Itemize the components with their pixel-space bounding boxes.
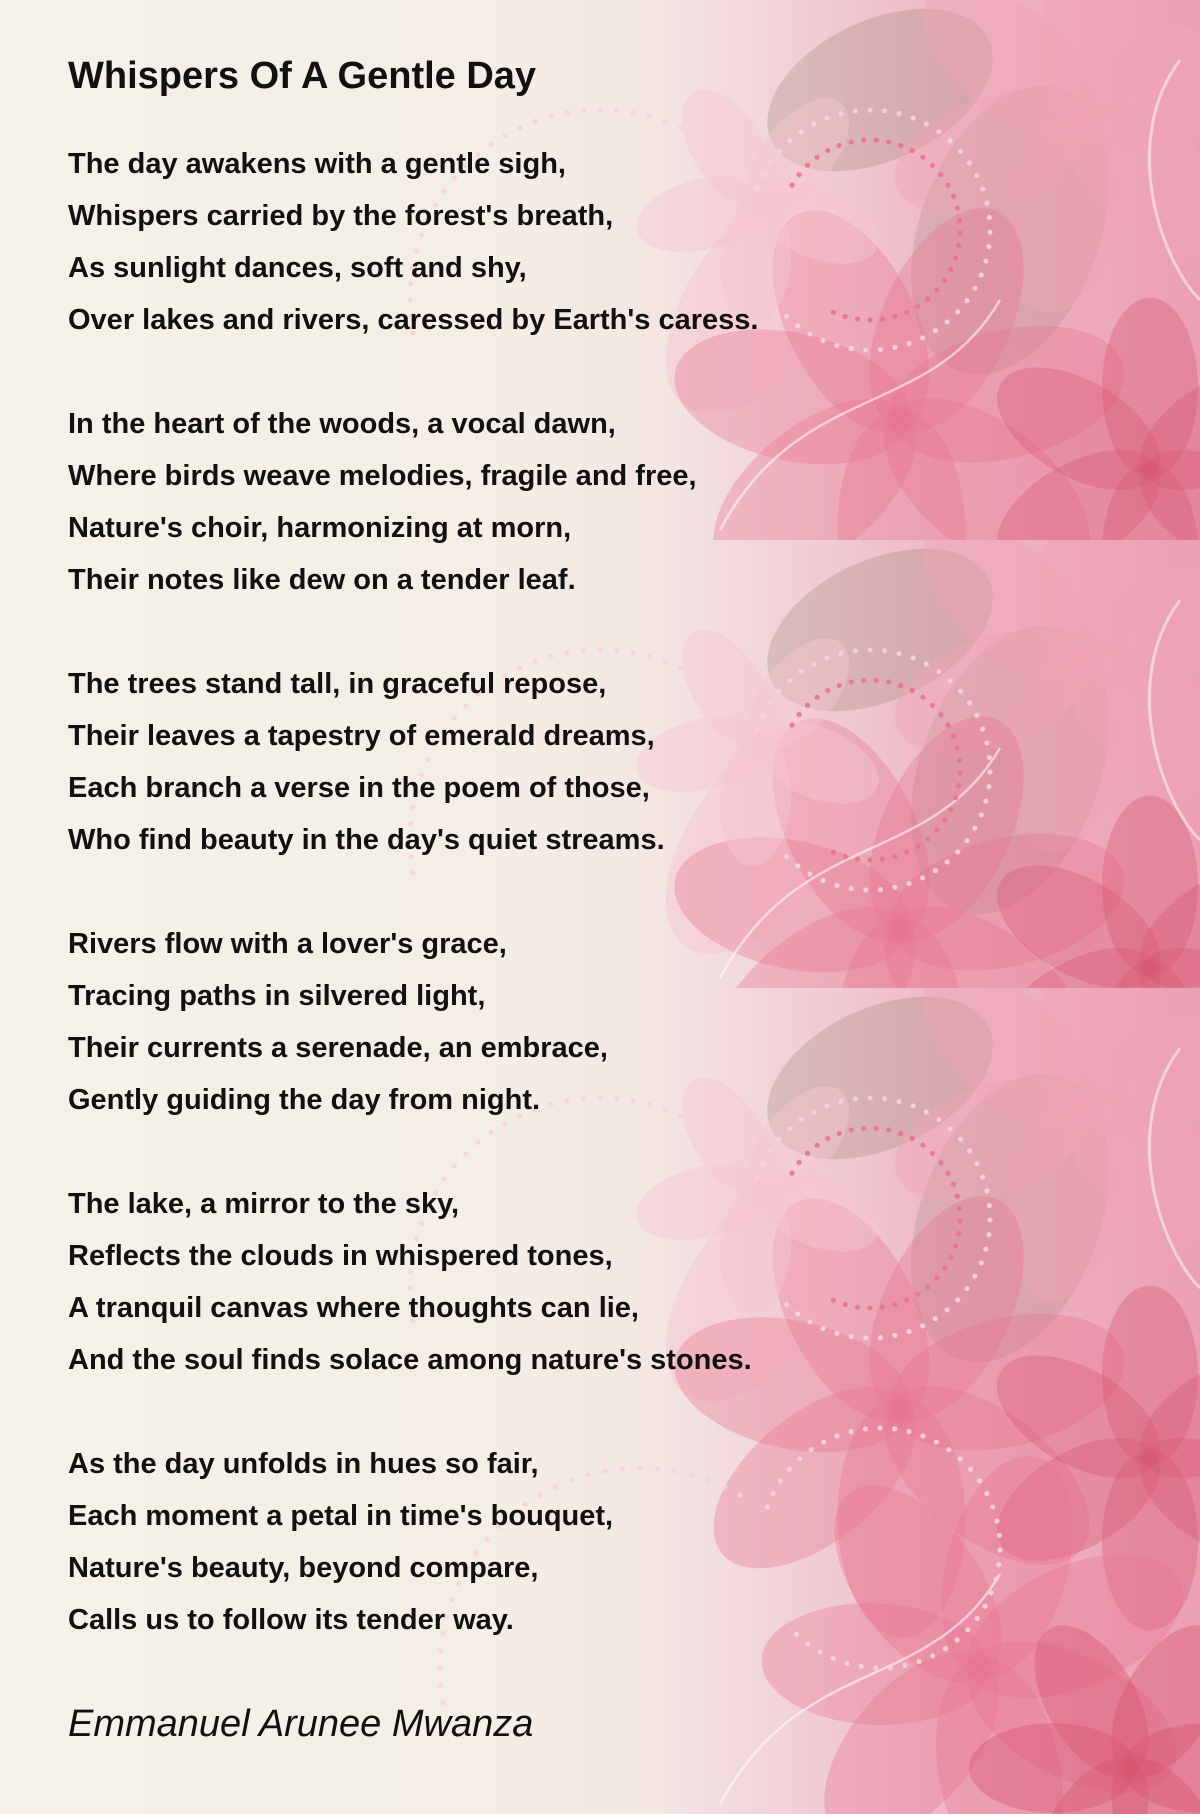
poem-line: Their currents a serenade, an embrace, (68, 1032, 608, 1064)
poem-line: Whispers carried by the forest's breath, (68, 200, 614, 232)
stanza (68, 918, 968, 1126)
poem-line: A tranquil canvas where thoughts can lie, (68, 1292, 639, 1324)
poem-line: Where birds weave melodies, fragile and free, (68, 460, 697, 492)
poem-line: Their leaves a tapestry of emerald dreams, (68, 720, 655, 752)
poem-line: Who find beauty in the day's quiet streams. (68, 824, 665, 856)
stanza-list (68, 138, 968, 1646)
stanza (68, 1438, 968, 1646)
poem-line: Tracing paths in silvered light, (68, 980, 486, 1012)
poem-line: Their notes like dew on a tender leaf. (68, 564, 576, 596)
poem-line: The day awakens with a gentle sigh, (68, 148, 566, 180)
poem-line: Each branch a verse in the poem of those, (68, 772, 650, 804)
poem-line: Nature's beauty, beyond compare, (68, 1552, 539, 1584)
poem-line: Each moment a petal in time's bouquet, (68, 1500, 614, 1532)
poem-line: Rivers flow with a lover's grace, (68, 928, 507, 960)
poem-line: Gently guiding the day from night. (68, 1084, 541, 1116)
poem-line: In the heart of the woods, a vocal dawn, (68, 408, 616, 440)
stanza (68, 138, 968, 346)
poem-line: As sunlight dances, soft and shy, (68, 252, 527, 284)
stanza (68, 658, 968, 866)
poem-line: Reflects the clouds in whispered tones, (68, 1240, 613, 1272)
author-signature: Emmanuel Arunee Mwanza (68, 1703, 534, 1745)
poem-line: Calls us to follow its tender way. (68, 1604, 514, 1636)
poem-line: And the soul finds solace among nature's stones. (68, 1344, 752, 1376)
poem-title: Whispers Of A Gentle Day (68, 55, 537, 97)
stanza (68, 1178, 968, 1386)
poem-line: As the day unfolds in hues so fair, (68, 1448, 539, 1480)
poem-line: The lake, a mirror to the sky, (68, 1188, 460, 1220)
poem-line: Nature's choir, harmonizing at morn, (68, 512, 572, 544)
poem-line: Over lakes and rivers, caressed by Earth's caress. (68, 304, 759, 336)
poem-body (68, 50, 968, 1750)
poem-line: The trees stand tall, in graceful repose, (68, 668, 607, 700)
stanza (68, 398, 968, 606)
